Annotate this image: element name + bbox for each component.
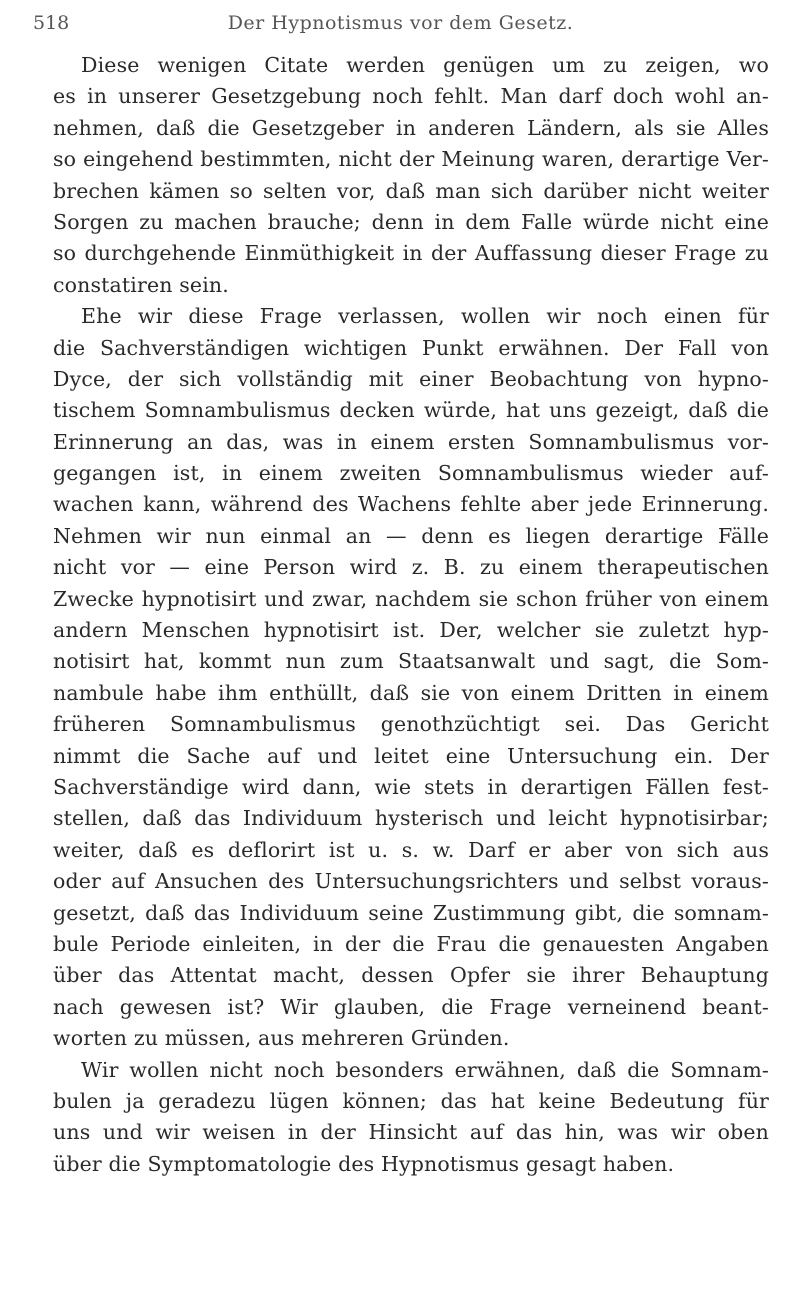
text-line: Sachverständige wird dann, wie stets in derartigen Fällen fest- <box>53 774 769 799</box>
paragraph <box>53 50 769 301</box>
text-line: nambule habe ihm enthüllt, daß sie von einem Dritten in einem <box>53 680 769 705</box>
text-line: uns und wir weisen in der Hinsicht auf das hin, was wir oben <box>53 1120 769 1145</box>
text-line: bulen ja geradezu lügen können; das hat keine Bedeutung für <box>53 1088 769 1113</box>
text-line: Erinnerung an das, was in einem ersten Somnambulismus vor- <box>53 429 769 454</box>
text-line: nach gewesen ist? Wir glauben, die Frage verneinend beant- <box>53 994 769 1019</box>
text-line: tischem Somnambulismus decken würde, hat uns gezeigt, daß die <box>53 398 769 423</box>
text-line: Zwecke hypnotisirt und zwar, nachdem sie schon früher von einem <box>53 586 769 611</box>
running-head <box>33 12 768 42</box>
text-line: über das Attentat macht, dessen Opfer sie ihrer Behauptung <box>53 963 769 988</box>
text-line: es in unserer Gesetzgebung noch fehlt. Man darf doch wohl an- <box>53 84 769 109</box>
paragraph <box>53 1055 769 1181</box>
text-line: nehmen, daß die Gesetzgeber in anderen Ländern, als sie Alles <box>53 115 769 140</box>
text-line: wachen kann, während des Wachens fehlte aber jede Erinnerung. <box>53 492 769 517</box>
text-line: gesetzt, daß das Individuum seine Zustimmung gibt, die somnam- <box>53 900 769 925</box>
header-title: Der Hypnotismus vor dem Gesetz. <box>227 12 574 34</box>
text-line: oder auf Ansuchen des Untersuchungsrichters und selbst voraus- <box>53 869 769 894</box>
text-line: früheren Somnambulismus genothzüchtigt sei. Das Gericht <box>53 712 769 737</box>
text-line: gegangen ist, in einem zweiten Somnambulismus wieder auf- <box>53 461 769 486</box>
text-line: Wir wollen nicht noch besonders erwähnen, daß die Somnam- <box>81 1057 769 1082</box>
paragraph <box>53 301 769 1054</box>
text-line: die Sachverständigen wichtigen Punkt erwähnen. Der Fall von <box>53 335 769 360</box>
text-line: bule Periode einleiten, in der die Frau die genauesten Angaben <box>53 931 769 956</box>
text-line: worten zu müssen, aus mehreren Gründen. <box>53 1026 510 1051</box>
text-line: nimmt die Sache auf und leitet eine Untersuchung ein. Der <box>53 743 769 768</box>
text-line: Nehmen wir nun einmal an — denn es liegen derartige Fälle <box>53 523 769 548</box>
text-line: brechen kämen so selten vor, daß man sich darüber nicht weiter <box>53 178 769 203</box>
text-line: Ehe wir diese Frage verlassen, wollen wir noch einen für <box>81 304 769 329</box>
text-line: nicht vor — eine Person wird z. B. zu einem therapeutischen <box>53 555 769 580</box>
text-line: so eingehend bestimmten, nicht der Meinung waren, derartige Ver- <box>53 147 769 172</box>
text-line: so durchgehende Einmüthigkeit in der Auffassung dieser Frage zu <box>53 241 769 266</box>
text-line: Sorgen zu machen brauche; denn in dem Falle würde nicht eine <box>53 209 769 234</box>
page-number: 518 <box>33 12 70 34</box>
text-line: constatiren sein. <box>53 272 229 297</box>
text-line: über die Symptomatologie des Hypnotismus gesagt haben. <box>53 1151 675 1176</box>
text-line: weiter, daß es deflorirt ist u. s. w. Darf er aber von sich aus <box>53 837 769 862</box>
text-line: Diese wenigen Citate werden genügen um zu zeigen, wo <box>81 53 769 77</box>
text-line: stellen, daß das Individuum hysterisch und leicht hypnotisirbar; <box>53 806 769 831</box>
text-line: Dyce, der sich vollständig mit einer Beobachtung von hypno- <box>53 366 769 391</box>
text-line: andern Menschen hypnotisirt ist. Der, welcher sie zuletzt hyp- <box>53 618 769 643</box>
body-text <box>53 50 769 1180</box>
text-line: notisirt hat, kommt nun zum Staatsanwalt und sagt, die Som- <box>53 649 769 674</box>
